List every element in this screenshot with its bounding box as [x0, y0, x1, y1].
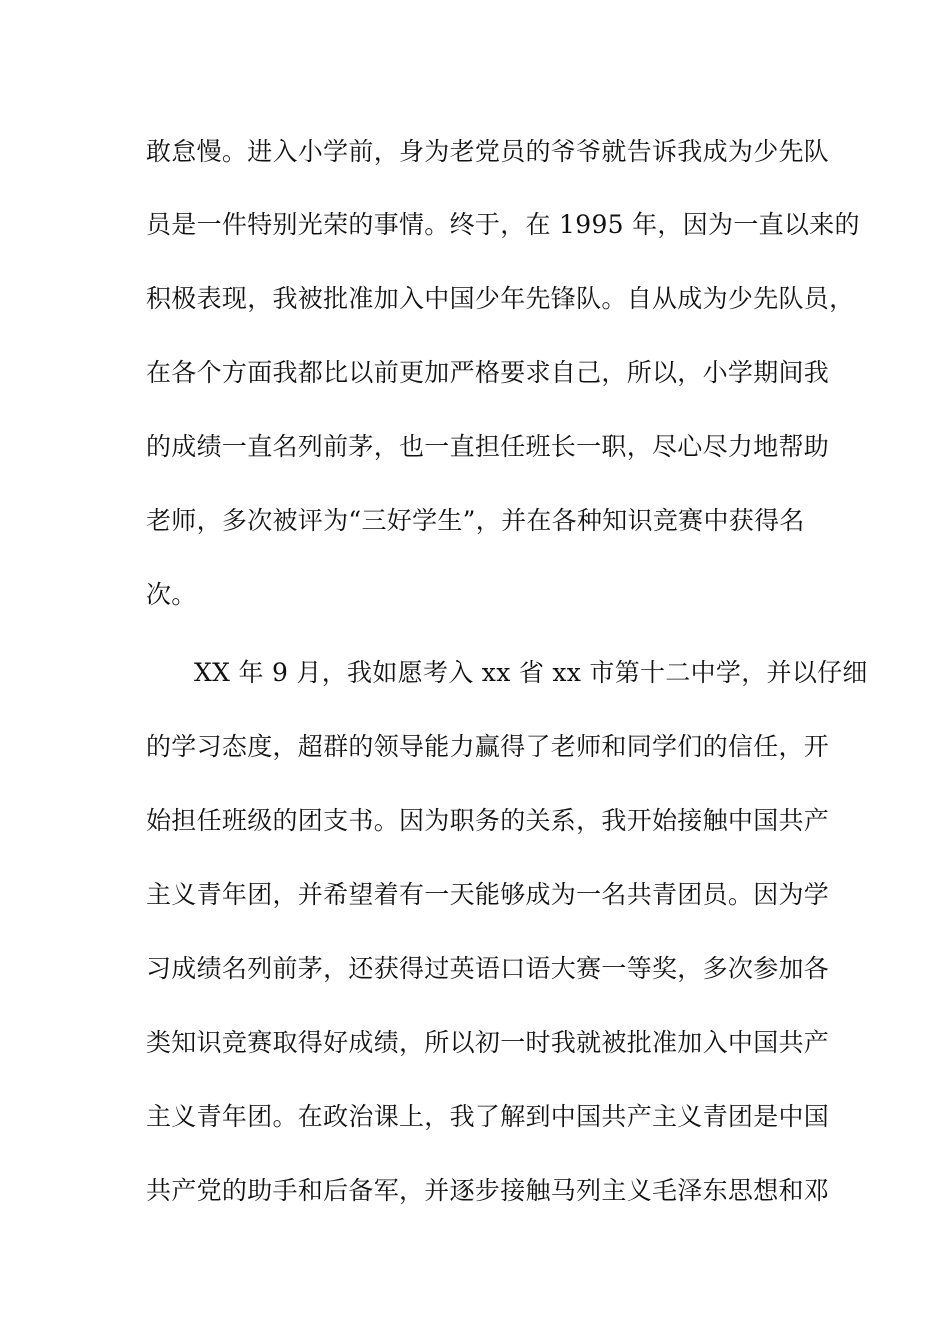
paragraph-first-line: XX 年 9 月，我如愿考入 xx 省 xx 市第十二中学，并以仔细	[194, 658, 868, 687]
text-line: 共产党的助手和后备军，并逐步接触马列主义毛泽东思想和邓	[146, 1176, 830, 1205]
text-line: 次。	[146, 580, 197, 609]
text-line: 的学习态度，超群的领导能力赢得了老师和同学们的信任，开	[146, 732, 830, 761]
text-line: 的成绩一直名列前茅，也一直担任班长一职，尽心尽力地帮助	[146, 432, 830, 461]
text-line: 类知识竞赛取得好成绩，所以初一时我就被批准加入中国共产	[146, 1028, 830, 1057]
text-line: 始担任班级的团支书。因为职务的关系，我开始接触中国共产	[146, 806, 830, 835]
text-line: 在各个方面我都比以前更加严格要求自己，所以，小学期间我	[146, 358, 830, 387]
text-line: 老师，多次被评为“三好学生”，并在各种知识竞赛中获得名	[146, 506, 805, 535]
text-line: 主义青年团。在政治课上，我了解到中国共产主义青团是中国	[146, 1102, 830, 1131]
text-line: 主义青年团，并希望着有一天能够成为一名共青团员。因为学	[146, 880, 830, 909]
text-line: 敢怠慢。进入小学前，身为老党员的爷爷就告诉我成为少先队	[146, 137, 830, 166]
text-line: 习成绩名列前茅，还获得过英语口语大赛一等奖，多次参加各	[146, 954, 830, 983]
text-line: 员是一件特别光荣的事情。终于，在 1995 年，因为一直以来的	[146, 210, 860, 239]
text-line: 积极表现，我被批准加入中国少年先锋队。自从成为少先队员，	[146, 284, 855, 313]
